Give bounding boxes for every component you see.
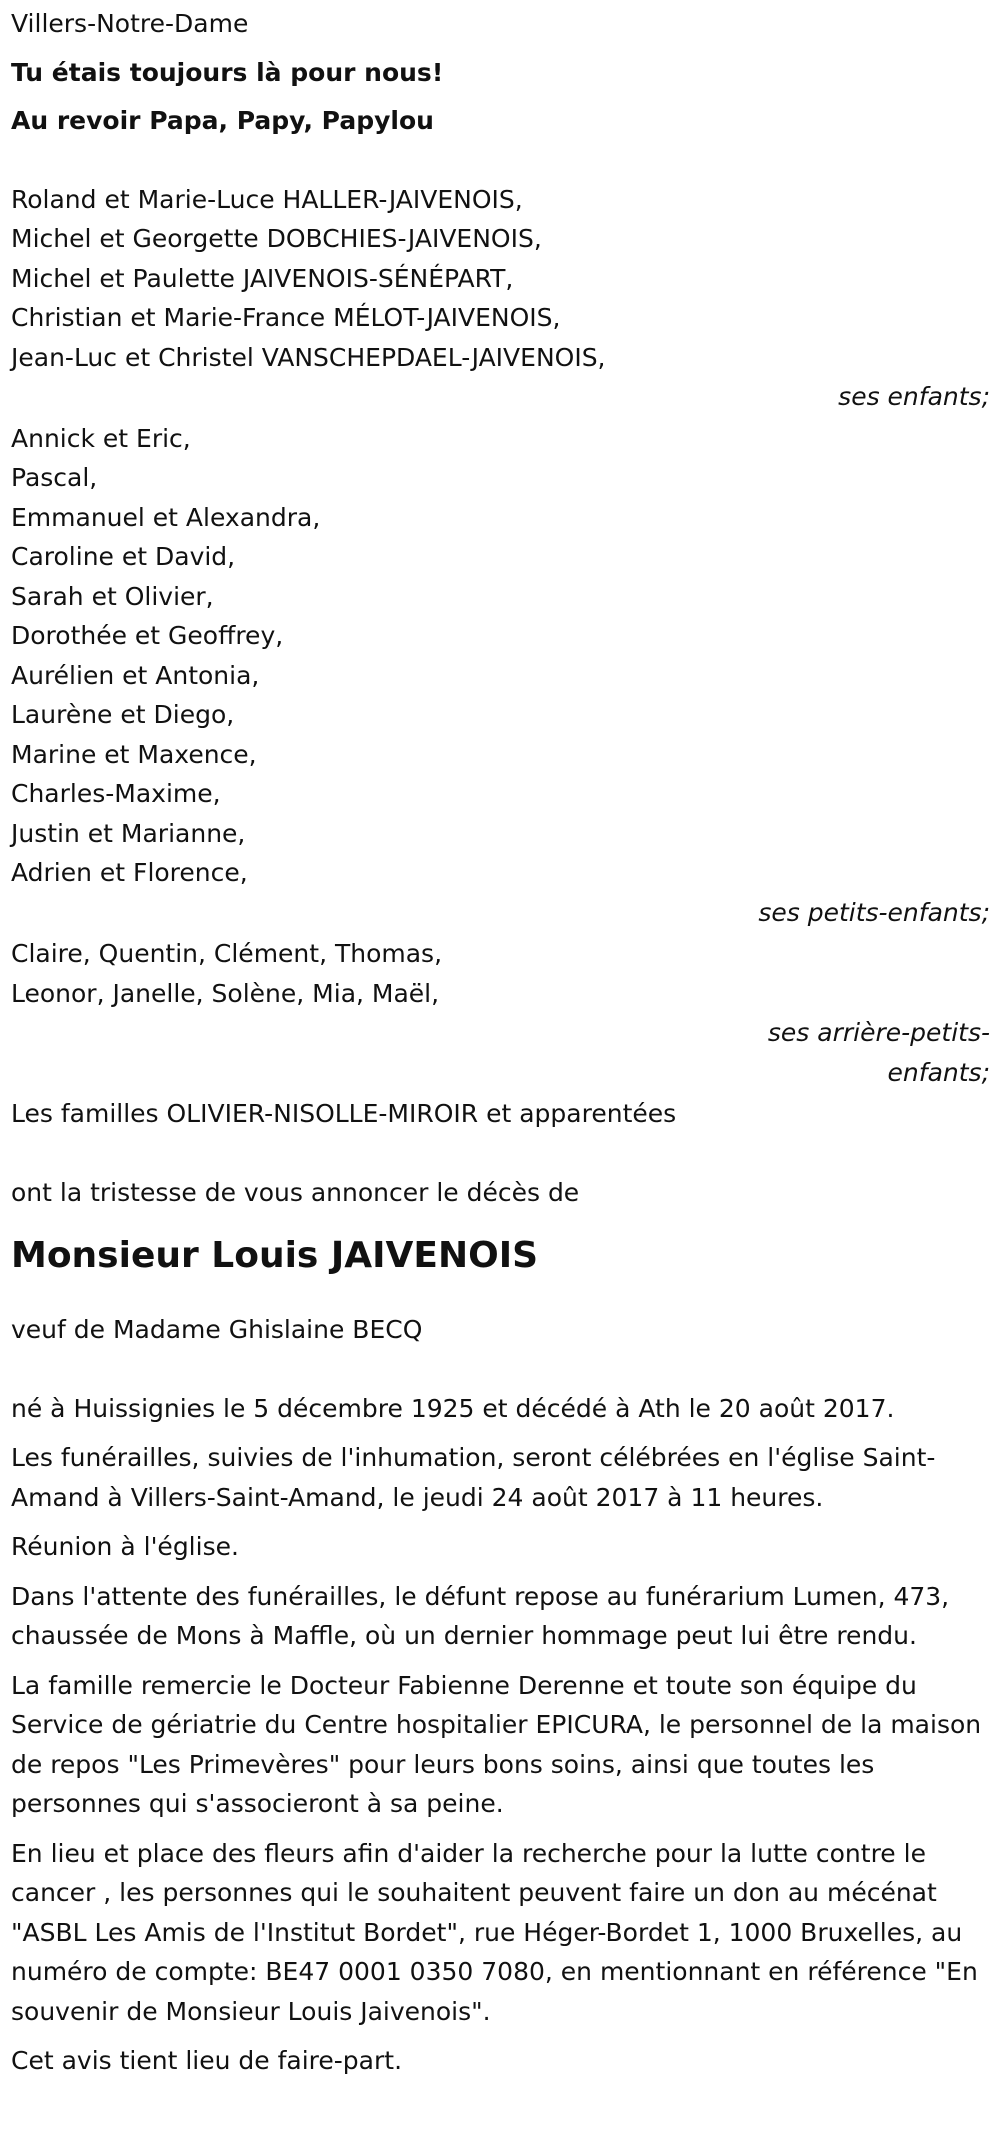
location: Villers-Notre-Dame [11,9,249,38]
tagline-1: Tu étais toujours là pour nous! [11,57,444,87]
children-list [11,180,990,417]
children-label: ses enfants; [838,382,990,411]
great-grandchildren-label-cont: enfants; [887,1057,990,1087]
grandchildren-list [11,419,990,933]
great-grandchild-entry: Leonor, Janelle, Solène, Mia, Maël, [11,978,440,1008]
widower-of: veuf de Madame Ghislaine BECQ [11,1315,423,1344]
grandchildren-label: ses petits-enfants; [758,897,990,927]
announcement: ont la tristesse de vous annoncer le décès de [11,1177,580,1207]
gathering-paragraph: Réunion à l'église. [11,1532,239,1561]
great-grandchildren-label: ses arrière-petits- [767,1018,990,1047]
child-entry: Christian et Marie-France MÉLOT-JAIVENOIS, [11,303,561,332]
thanks-paragraph: La famille remercie le Docteur Fabienne Derenne et toute son équipe du Service de gériatrie du Centre hospitalier EPICURA, le personnel de la maison de repos "Les Primevères" pour leurs bons soins, ainsi que toutes les personnes qui s'associeront à sa peine. [11,1670,982,1818]
child-entry: Michel et Paulette JAIVENOIS-SÉNÉPART, [11,263,514,293]
donation-paragraph: En lieu et place des fleurs afin d'aider la recherche pour la lutte contre le cancer , les personnes qui le souhaitent peuvent faire un don au mécénat "ASBL Les Amis de l'Institut Bordet", rue Héger-Bordet 1, 1000 Bruxelles, au numéro de compte: BE47 0001 0350 7080, en mentionnant en référence "En souvenir de Monsieur Louis Jaivenois". [11,1838,978,2026]
great-grandchildren-list [11,934,990,1092]
grandchild-entry: Pascal, [11,463,98,492]
spacer [11,1350,990,1389]
grandchild-entry: Emmanuel et Alexandra, [11,502,321,532]
spacer [11,141,990,180]
child-entry: Roland et Marie-Luce HALLER-JAIVENOIS, [11,184,523,214]
child-entry: Michel et Georgette DOBCHIES-JAIVENOIS, [11,224,542,253]
grandchild-entry: Sarah et Olivier, [11,581,214,611]
viewing-paragraph: Dans l'attente des funérailles, le défunt repose au funérarium Lumen, 473, chaussée de Mons à Maffle, où un dernier hommage peut lui être rendu. [11,1581,950,1650]
grandchild-entry: Laurène et Diego, [11,700,235,729]
grandchild-entry: Dorothée et Geoffrey, [11,621,284,650]
grandchild-entry: Justin et Marianne, [11,818,246,848]
birth-death-paragraph: né à Huissignies le 5 décembre 1925 et décédé à Ath le 20 août 2017. [11,1393,895,1423]
closing-paragraph: Cet avis tient lieu de faire-part. [11,2046,403,2075]
grandchild-entry: Adrien et Florence, [11,858,248,887]
funeral-paragraph: Les funérailles, suivies de l'inhumation, seront célébrées en l'église Saint-Amand à Villers-Saint-Amand, le jeudi 24 août 2017 à 11 heures. [11,1443,936,1512]
great-grandchild-entry: Claire, Quentin, Clément, Thomas, [11,939,443,968]
grandchild-entry: Annick et Eric, [11,423,191,453]
tagline-2: Au revoir Papa, Papy, Papylou [11,106,434,135]
grandchild-entry: Aurélien et Antonia, [11,660,260,690]
spacer [11,1134,990,1173]
grandchild-entry: Marine et Maxence, [11,739,257,769]
grandchild-entry: Caroline et David, [11,542,236,571]
child-entry: Jean-Luc et Christel VANSCHEPDAEL-JAIVENOIS, [11,342,606,372]
deceased-name: Monsieur Louis JAIVENOIS [11,1235,539,1276]
grandchild-entry: Charles-Maxime, [11,779,221,808]
families-line: Les familles OLIVIER-NISOLLE-MIROIR et apparentées [11,1099,677,1128]
